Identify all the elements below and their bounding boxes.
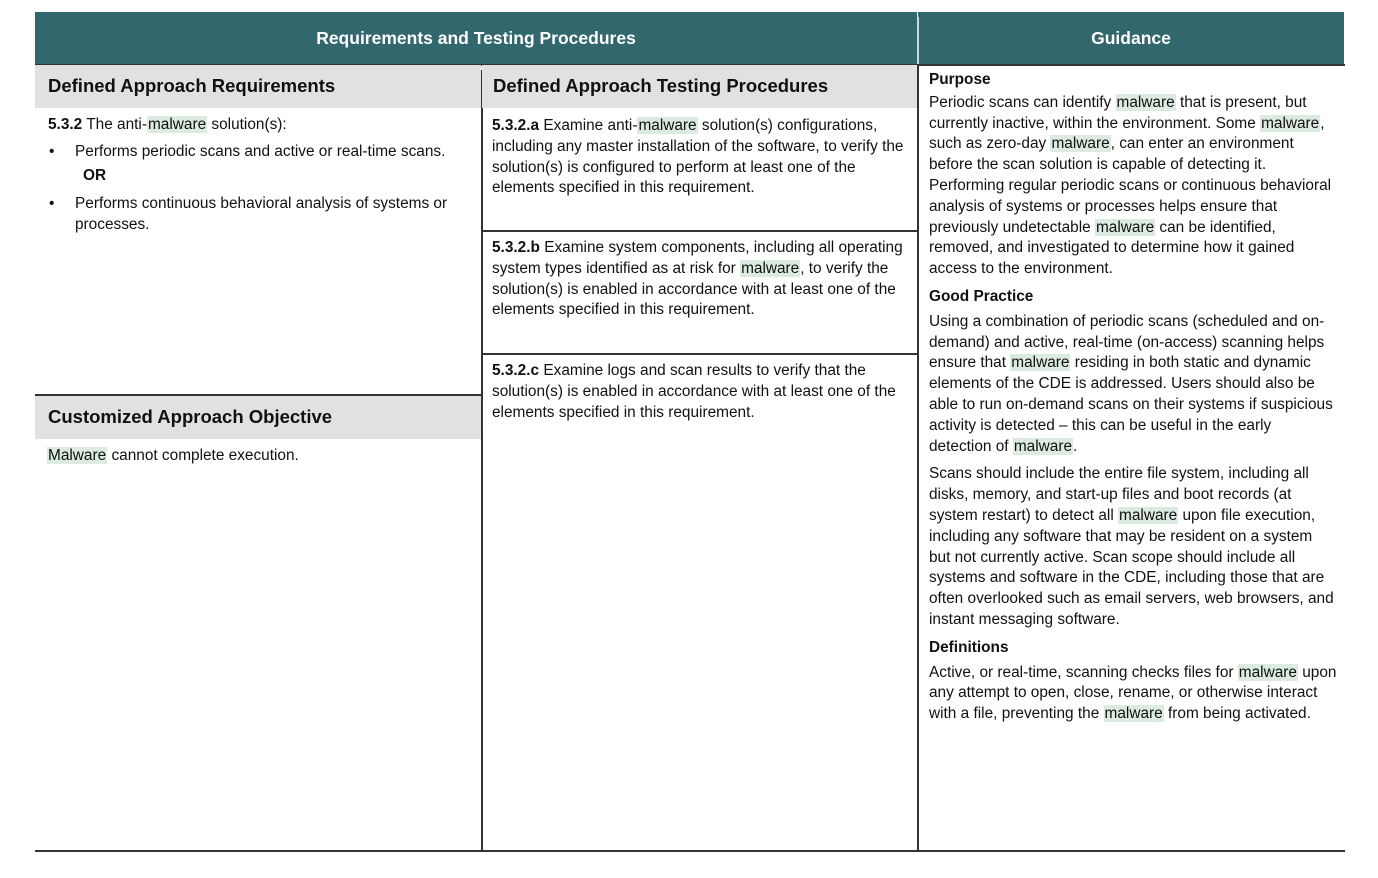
malware-highlight: malware [1238, 663, 1297, 681]
table-bottom-border [35, 850, 1345, 852]
malware-highlight: malware [1261, 114, 1320, 132]
requirement-bullets [48, 142, 468, 163]
malware-highlight: malware [1011, 354, 1070, 372]
good-practice-text-1: Using a combination of periodic scans (scheduled and on-demand) and active, real-time (on-access) scanning helps ensure that malware residing in both static and dynamic elements of the CDE is addressed. Users should also be able to run on-demand scans on their systems if suspicious activity is detected – this can be useful in the early detection of malware. [929, 312, 1333, 455]
malware-highlight: malware [147, 116, 207, 133]
purpose-text: Periodic scans can identify malware that is present, but currently inactive, within the environment. Some malware, such as zero-day malware, can enter an environment before the scan solution is capable of detecting it. Performing regular periodic scans or continuous behavioral analysis of systems or processes helps ensure that previously undetectable malware can be identified, removed, and investigated to determine how it gained access to the environment. [929, 93, 1332, 278]
testing-procedure-b [492, 238, 910, 321]
purpose-title: Purpose [929, 71, 991, 88]
testing-procedure-a [492, 116, 910, 199]
header-requirements-testing [35, 12, 917, 65]
header-requirements-testing-label: Requirements and Testing Procedures [316, 28, 636, 49]
procedure-text: Examine anti- [539, 117, 638, 134]
malware-highlight: malware [1051, 135, 1110, 153]
requirement-id: 5.3.2 [48, 116, 83, 133]
procedure-text-tail: solution(s) configurations, including any master installation of the software, to verify the solution(s) is configured to perform at least one of the elements specified in this requirement. [492, 117, 904, 197]
malware-highlight: malware [1116, 93, 1175, 111]
procedure-text-tail: , to verify the solution(s) is enabled in accordance with at least one of the elements specified in this requirement. [492, 259, 896, 319]
malware-highlight: malware [1013, 437, 1073, 455]
or-connector: OR [83, 166, 107, 184]
header-divider [917, 17, 919, 65]
good-practice-title: Good Practice [929, 287, 1034, 305]
procedure-text: Examine logs and scan results to verify that the solution(s) is enabled in accordance with at least one of the elements specified in this requirement. [492, 362, 896, 421]
procedure-divider-1 [481, 230, 918, 232]
defined-requirements-header [35, 65, 481, 108]
malware-highlight: malware [741, 259, 800, 277]
definitions-title: Definitions [929, 638, 1009, 656]
malware-highlight: malware [638, 117, 697, 134]
defined-requirements-title: Defined Approach Requirements [48, 75, 336, 97]
malware-highlight: malware [1119, 506, 1178, 524]
header-guidance [918, 12, 1344, 65]
requirement-bullet-2: • Performs continuous behavioral analysis of systems or processes. [48, 194, 468, 236]
customized-objective-title: Customized Approach Objective [48, 406, 333, 428]
requirement-bullet-1: • Performs periodic scans and active or real-time scans. [48, 142, 468, 163]
requirement-intro-tail: solution(s): [207, 116, 287, 133]
header-guidance-label: Guidance [1091, 28, 1171, 49]
defined-requirements-body [48, 115, 468, 236]
column-divider-1 [481, 70, 483, 851]
procedure-id: 5.3.2.c [492, 362, 540, 379]
customized-objective-body [47, 446, 467, 467]
guidance-body [929, 70, 1337, 732]
requirement-bullets-2 [48, 194, 468, 236]
testing-procedure-c [492, 361, 910, 423]
testing-procedures-title: Defined Approach Testing Procedures [493, 75, 829, 97]
testing-procedures-header [482, 65, 917, 108]
customized-objective-text: cannot complete execution. [107, 447, 299, 464]
requirement-intro [48, 115, 468, 136]
definitions-text: Active, or real-time, scanning checks files for malware upon any attempt to open, close, rename, or otherwise interact with a file, preventing the malware from being activated. [929, 663, 1337, 723]
customized-objective-header [35, 396, 481, 439]
malware-highlight: Malware [48, 447, 107, 464]
malware-highlight: malware [1095, 218, 1155, 236]
requirement-intro-text: The anti- [82, 116, 147, 133]
good-practice-text-2: Scans should include the entire file system, including all disks, memory, and start-up files and boot records (at system restart) to detect all malware upon file execution, including any software that may be resident on a system but not currently active. Scan scope should include all systems and software in the CDE, including those that are often overlooked such as email servers, web browsers, and instant messaging software. [929, 465, 1334, 628]
column-divider-2 [917, 64, 919, 851]
procedure-divider-2 [481, 353, 918, 355]
procedure-text: Examine system components, including all operating system types identified as at risk for [492, 239, 903, 277]
procedure-id: 5.3.2.a [492, 117, 540, 134]
procedure-id: 5.3.2.b [492, 239, 540, 256]
malware-highlight: malware [1104, 705, 1163, 723]
